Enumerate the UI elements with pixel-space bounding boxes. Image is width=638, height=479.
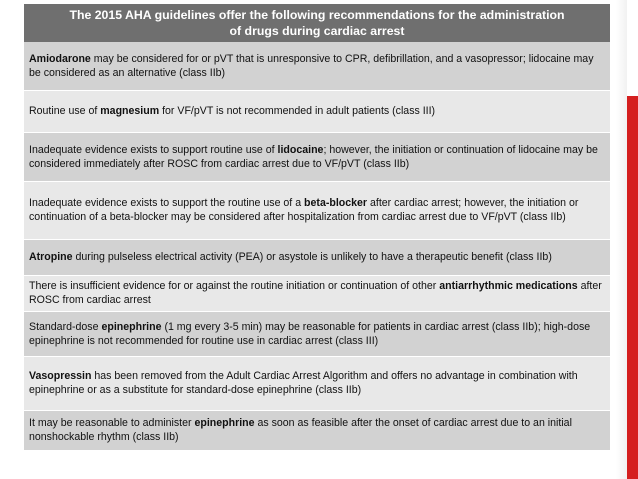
row-text-post: for VF/pVT is not recommended in adult patients (class III): [159, 105, 436, 117]
row-amiodarone: [24, 42, 610, 90]
table-row: [24, 311, 610, 356]
row-text-post: as soon as feasible after the onset of cardiac arrest due to an initial nonshockable rhythm (class IIb): [29, 417, 572, 443]
row-text-post: (1 mg every 3-5 min) may be reasonable for patients in cardiac arrest (class IIb); high-dose epinephrine is not recommended for routine use in cardiac arrest (class III): [29, 320, 591, 347]
drug-name: beta-blocker: [304, 197, 368, 209]
table-row: [24, 356, 610, 410]
row-text-pre: Routine use of: [29, 105, 101, 117]
drug-name: epinephrine: [194, 417, 255, 429]
table-row: [24, 410, 610, 450]
drug-name: Amiodarone: [29, 52, 91, 65]
row-text-post: has been removed from the Adult Cardiac Arrest Algorithm and offers no advantage in combination with epinephrine or as a substitute for standard-dose epinephrine (class IIb): [29, 370, 578, 396]
row-text-post: during pulseless electrical activity (PEA) or asystole is unlikely to have a therapeutic benefit (class IIb): [72, 251, 552, 263]
row-text-post: ; however, the initiation or continuation of lidocaine may be considered immediately after ROSC from cardiac arrest due to VF/pVT (class IIb): [29, 143, 598, 170]
drug-name: magnesium: [100, 105, 160, 117]
red-accent-bar: [627, 96, 638, 479]
header-line-1: The 2015 AHA guidelines offer the following recommendations for the administration: [69, 8, 565, 22]
table-row: [24, 275, 610, 311]
table-header: [24, 4, 610, 42]
row-text-post: after ROSC from cardiac arrest: [29, 280, 602, 306]
drug-name: Vasopressin: [29, 370, 92, 382]
row-epinephrine-nonshockable: [24, 410, 610, 450]
drug-name: epinephrine: [101, 320, 162, 333]
row-text-pre: Inadequate evidence exists to support routine use of: [29, 143, 278, 156]
row-vasopressin: [24, 356, 610, 410]
drug-name: lidocaine: [277, 143, 324, 156]
table-row: [24, 42, 610, 90]
table-row: [24, 181, 610, 239]
row-beta-blocker: [24, 181, 610, 239]
table-row: [24, 90, 610, 132]
right-edge-shade: [616, 0, 627, 479]
row-magnesium: [24, 90, 610, 132]
row-text-pre: There is insufficient evidence for or against the routine initiation or continuation of other: [29, 280, 440, 292]
row-text-pre: It may be reasonable to administer: [29, 417, 195, 429]
row-antiarrhythmic: [24, 275, 610, 311]
drug-name: Atropine: [29, 251, 73, 263]
row-text-post: after cardiac arrest; however, the initiation or continuation of a beta-blocker may be considered after hospitalization from cardiac arrest due to VF/pVT (class IIb): [29, 197, 579, 223]
recommendations-table: [24, 4, 610, 451]
header-line-2: of drugs during cardiac arrest: [229, 24, 405, 38]
table-row: [24, 132, 610, 181]
row-atropine: [24, 239, 610, 275]
table-header-row: [24, 4, 610, 42]
table-row: [24, 239, 610, 275]
row-standard-epinephrine: [24, 311, 610, 356]
row-text-pre: Standard-dose: [29, 320, 102, 333]
row-text-post: may be considered for or pVT that is unresponsive to CPR, defibrillation, and a vasopressor; lidocaine may be considered as an alternative (class IIb): [29, 52, 594, 79]
drug-name: antiarrhythmic medications: [439, 280, 578, 292]
row-lidocaine: [24, 132, 610, 181]
row-text-pre: Inadequate evidence exists to support the routine use of a: [29, 197, 305, 209]
